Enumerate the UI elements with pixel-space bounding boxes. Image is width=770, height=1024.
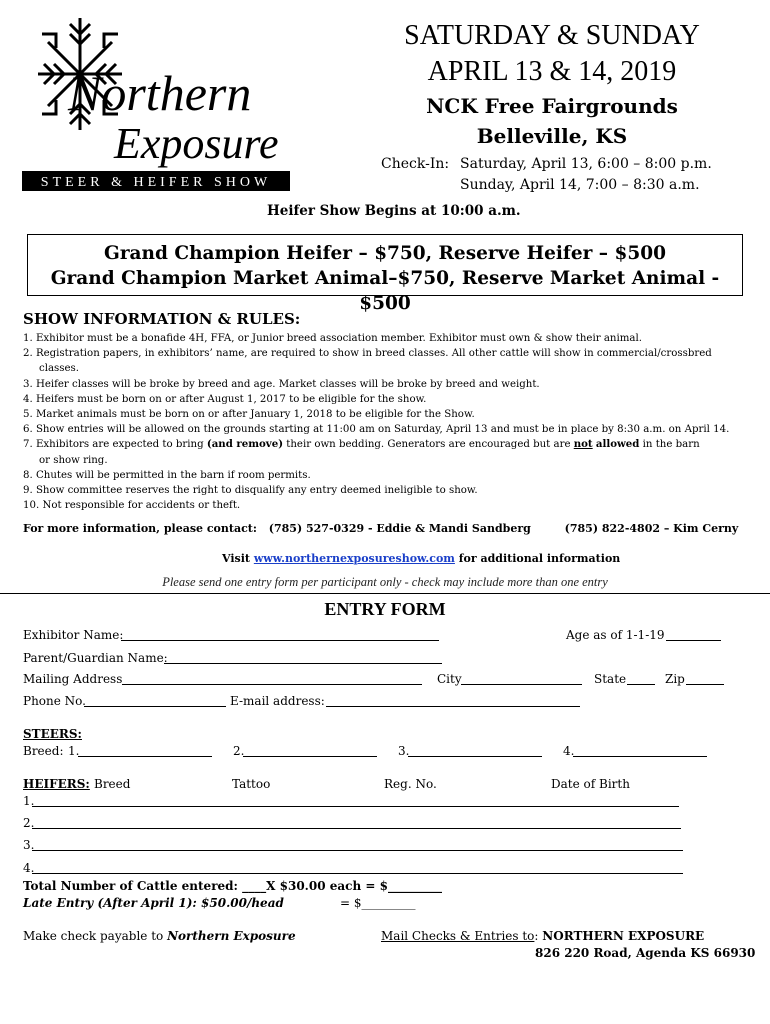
rule-item: 3. Heifer classes will be broke by breed and age. Market classes will be broke by breed and weight. bbox=[23, 378, 540, 390]
rule-item: 4. Heifers must be born on or after August 1, 2017 to be eligible for the show. bbox=[23, 393, 427, 405]
visit-prefix: Visit bbox=[222, 552, 250, 565]
heifer-col-tattoo: Tattoo bbox=[232, 777, 271, 791]
prize-box bbox=[27, 234, 743, 314]
rule-item: classes. bbox=[39, 363, 79, 375]
rule-item: 9. Show committee reserves the right to disqualify any entry deemed ineligible to show. bbox=[23, 485, 478, 497]
venue-heading: NCK Free Fairgrounds bbox=[426, 94, 678, 118]
city-heading: Belleville, KS bbox=[476, 124, 628, 148]
state-field[interactable] bbox=[627, 684, 655, 685]
prize-line-heifer: Grand Champion Heifer – $750, Reserve Heifer – $500 bbox=[104, 243, 666, 264]
rule-item: 6. Show entries will be allowed on the grounds starting at 11:00 am on Saturday, April 13 and must be in place by 8:30 a.m. on April 14. bbox=[23, 424, 730, 436]
website-link[interactable]: www.northernexposureshow.com bbox=[253, 552, 455, 565]
steer-number-1: 1. bbox=[68, 744, 80, 758]
mail-to-line bbox=[381, 929, 704, 943]
phone-field[interactable] bbox=[84, 706, 226, 707]
rule-text: allowed bbox=[595, 438, 640, 451]
heifer-row-field-1[interactable] bbox=[32, 806, 679, 807]
heifer-row-field-4[interactable] bbox=[32, 873, 683, 874]
heifer-col-dob: Date of Birth bbox=[551, 777, 630, 791]
age-field[interactable] bbox=[666, 640, 721, 641]
steer-number-2: 2. bbox=[233, 744, 245, 758]
prize-line-market: Grand Champion Market Animal–$750, Reserve Market Animal - $500 bbox=[50, 268, 720, 314]
phone-label: Phone No. bbox=[23, 694, 86, 708]
mailing-field[interactable] bbox=[122, 684, 422, 685]
visit-line bbox=[222, 552, 620, 565]
mailing-label: Mailing Address bbox=[23, 672, 123, 686]
steer-breed-field-1[interactable] bbox=[78, 756, 212, 757]
email-field[interactable] bbox=[326, 706, 580, 707]
logo-tagline: STEER & HEIFER SHOW bbox=[40, 175, 272, 190]
rule-text: (and remove) bbox=[206, 438, 284, 451]
entry-note: Please send one entry form per participant only - check may include more than one entry bbox=[162, 575, 608, 589]
rule-item: 5. Market animals must be born on or after January 1, 2018 to be eligible for the Show. bbox=[23, 409, 475, 421]
heifer-row-number-2: 2. bbox=[23, 816, 35, 830]
heifer-row-field-2[interactable] bbox=[32, 828, 681, 829]
heifer-row-number-1: 1. bbox=[23, 794, 35, 808]
checkin-sunday: Sunday, April 14, 7:00 – 8:30 a.m. bbox=[460, 177, 700, 193]
city-field[interactable] bbox=[461, 684, 582, 685]
check-payable-prefix: Make check payable to bbox=[23, 929, 168, 943]
rules-title: SHOW INFORMATION & RULES: bbox=[23, 310, 301, 328]
logo bbox=[22, 14, 292, 194]
breed-label: Breed: bbox=[23, 744, 64, 758]
rule-text: 7. Exhibitors are expected to bring bbox=[23, 439, 207, 451]
rule-text: their own bedding. Generators are encouraged but are bbox=[283, 439, 574, 451]
contact-line bbox=[23, 522, 738, 535]
rule-item: 2. Registration papers, in exhibitors’ name, are required to show in breed classes. All other cattle will show in commercial/crossbred bbox=[23, 348, 712, 360]
mail-label: Mail Checks & Entries to bbox=[381, 929, 535, 943]
rules-list bbox=[23, 331, 763, 513]
parent-field[interactable] bbox=[164, 663, 442, 664]
mail-to-name: NORTHERN EXPOSURE bbox=[542, 929, 705, 943]
exhibitor-name-label: Exhibitor Name: bbox=[23, 628, 124, 642]
rule-text: in the barn bbox=[639, 439, 700, 451]
zip-field[interactable] bbox=[686, 684, 724, 685]
show-begins: Heifer Show Begins at 10:00 a.m. bbox=[267, 203, 521, 219]
steer-breed-field-2[interactable] bbox=[243, 756, 377, 757]
mail-address: 826 220 Road, Agenda KS 66930 bbox=[535, 946, 756, 960]
age-label: Age as of 1-1-19 bbox=[566, 628, 665, 642]
dates-heading: SATURDAY & SUNDAY bbox=[404, 20, 700, 51]
steers-title: STEERS: bbox=[23, 727, 82, 741]
rule-item: or show ring. bbox=[39, 454, 108, 466]
checkin-saturday: Saturday, April 13, 6:00 – 8:00 p.m. bbox=[460, 156, 712, 172]
late-entry-amount[interactable]: = $_________ bbox=[340, 896, 416, 910]
heifers-title: HEIFERS: bbox=[23, 777, 90, 791]
steer-number-3: 3. bbox=[398, 744, 410, 758]
state-label: State bbox=[594, 672, 627, 686]
contact-1: (785) 527-0329 - Eddie & Mandi Sandberg bbox=[268, 522, 531, 535]
city-label: City bbox=[437, 672, 462, 686]
late-entry-label: Late Entry (After April 1): $50.00/head bbox=[23, 896, 284, 910]
email-label: E-mail address: bbox=[230, 694, 325, 708]
visit-suffix: for additional information bbox=[458, 552, 621, 565]
heifer-row-number-4: 4. bbox=[23, 861, 35, 875]
checkin-label: Check-In: bbox=[381, 156, 450, 172]
rule-item bbox=[23, 437, 763, 452]
exhibitor-name-field[interactable] bbox=[121, 640, 439, 641]
rule-item: 1. Exhibitor must be a bonafide 4H, FFA, or Junior breed association member. Exhibitor must own & show their animal. bbox=[23, 333, 642, 344]
rule-item: 8. Chutes will be permitted in the barn if room permits. bbox=[23, 469, 311, 481]
divider bbox=[0, 593, 770, 594]
logo-text-line2: Exposure bbox=[114, 119, 279, 168]
heifer-row-field-3[interactable] bbox=[32, 850, 683, 851]
check-payable-name: Northern Exposure bbox=[167, 929, 296, 943]
logo-text-line1: Northern bbox=[68, 65, 252, 121]
rule-text: not bbox=[573, 438, 593, 451]
dates-heading-line2: APRIL 13 & 14, 2019 bbox=[427, 56, 677, 87]
total-cattle-line[interactable]: Total Number of Cattle entered: ____X $30.00 each = $_________ bbox=[23, 879, 442, 893]
snowflake-logo-graphic bbox=[22, 14, 292, 194]
heifer-row-number-3: 3. bbox=[23, 838, 35, 852]
parent-label: Parent/Guardian Name: bbox=[23, 651, 168, 665]
steer-breed-field-3[interactable] bbox=[408, 756, 542, 757]
mail-colon: : bbox=[534, 929, 543, 943]
steer-number-4: 4. bbox=[563, 744, 575, 758]
contact-label: For more information, please contact: bbox=[23, 522, 257, 535]
steer-breed-field-4[interactable] bbox=[573, 756, 707, 757]
entry-form-title: ENTRY FORM bbox=[324, 599, 446, 619]
heifer-col-breed: Breed bbox=[94, 777, 131, 791]
heifer-col-reg: Reg. No. bbox=[384, 777, 437, 791]
contact-2: (785) 822-4802 – Kim Cerny bbox=[564, 522, 739, 535]
zip-label: Zip bbox=[665, 672, 685, 686]
rule-item: 10. Not responsible for accidents or theft. bbox=[23, 500, 241, 512]
check-payable-line bbox=[23, 929, 296, 943]
